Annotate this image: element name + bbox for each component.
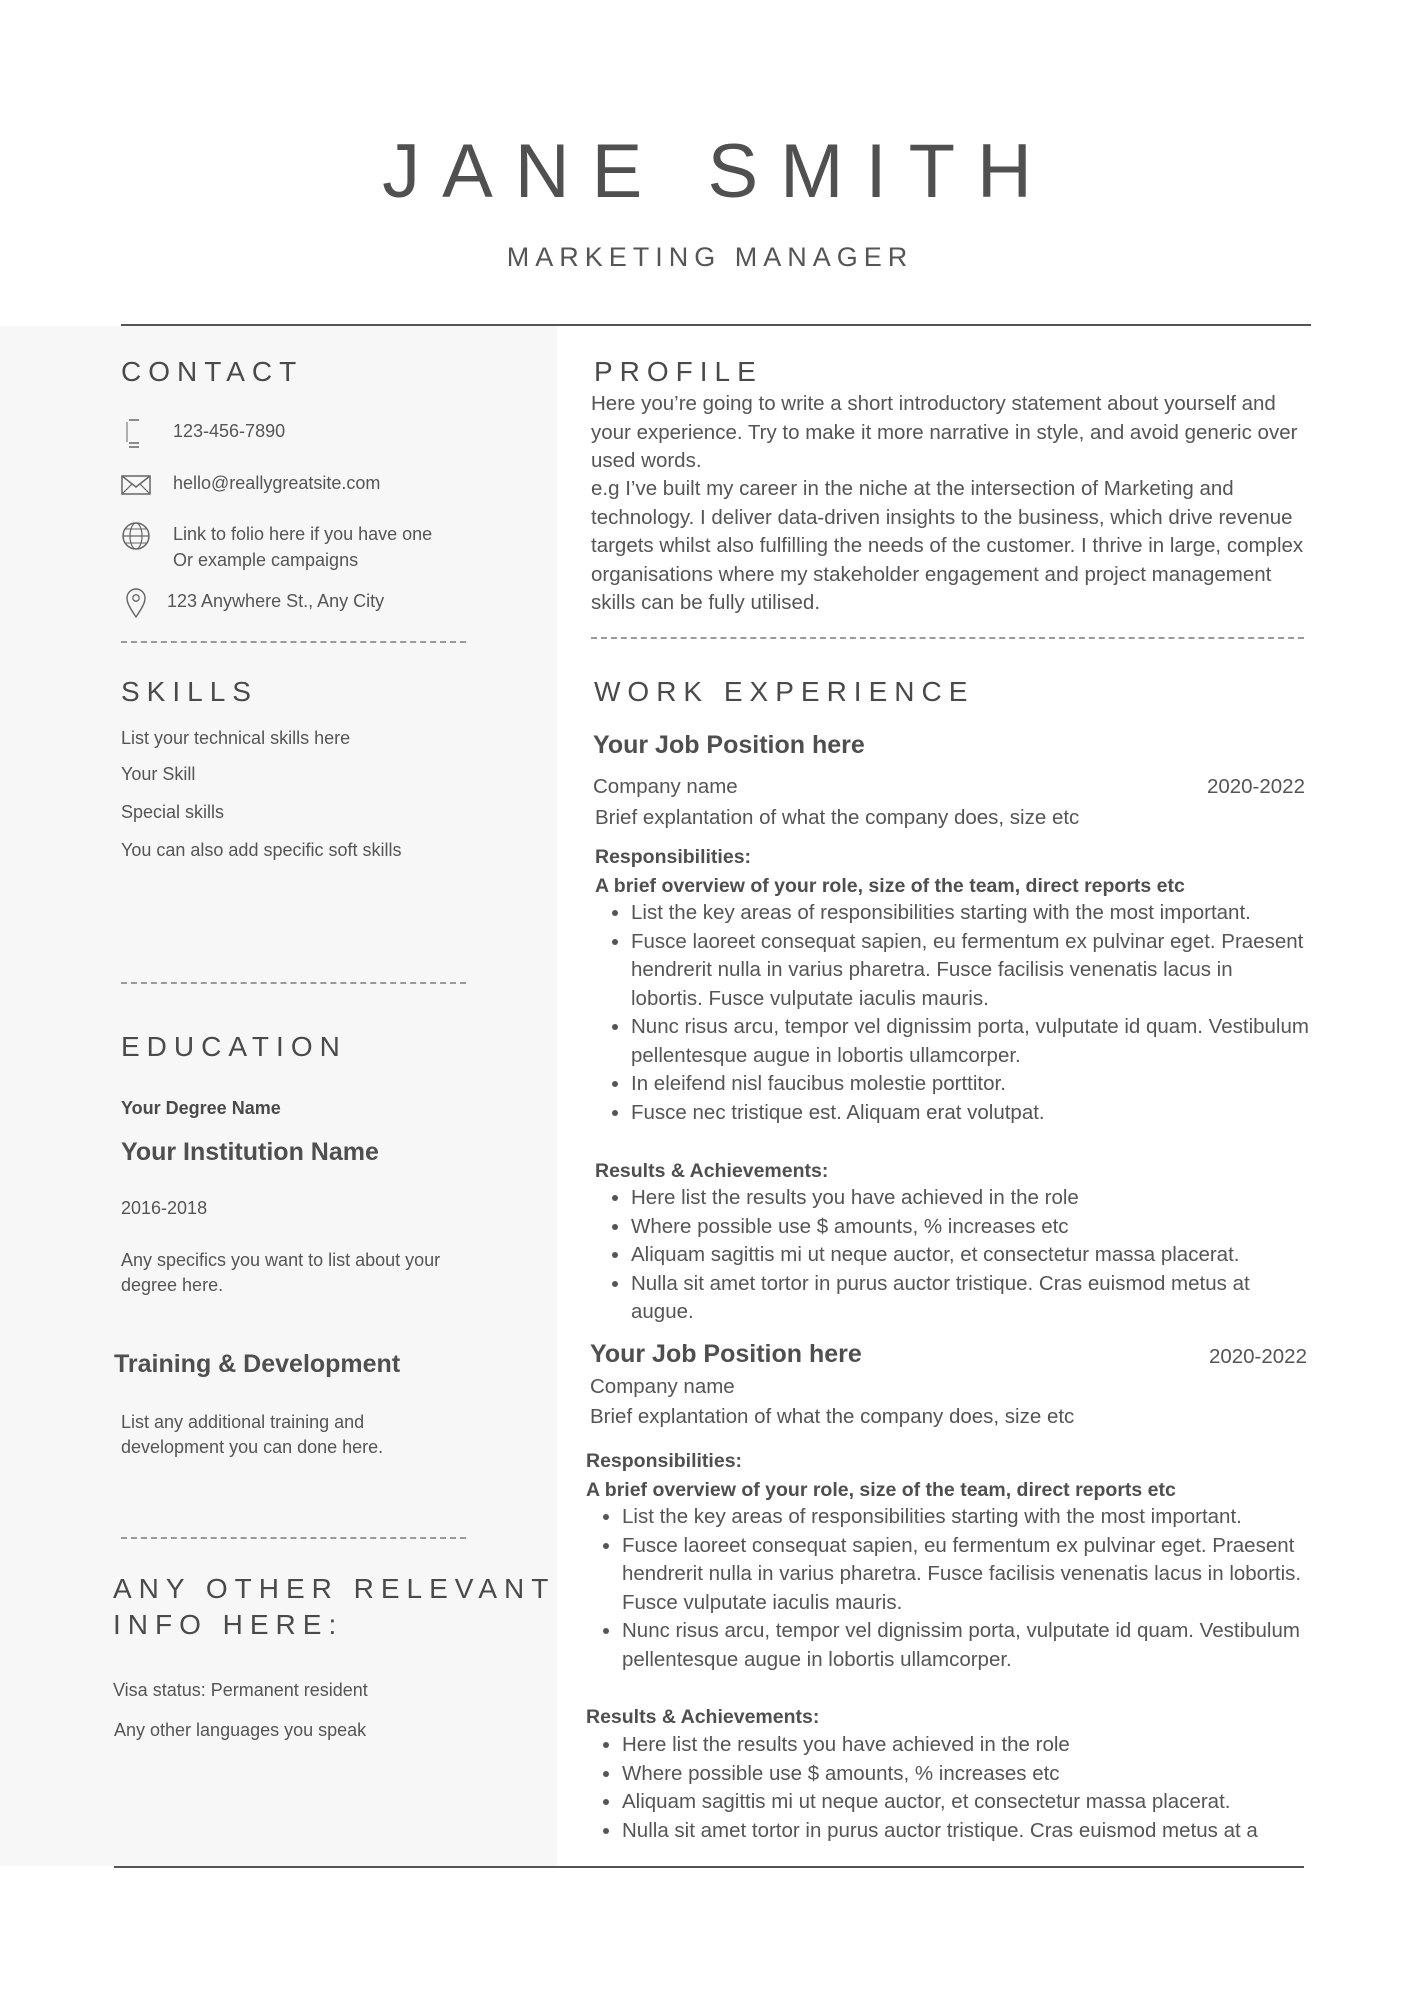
other-title-line-1: ANY OTHER RELEVANT xyxy=(113,1573,556,1604)
list-item: • Aliquam sagittis mi ut neque auctor, et consectetur massa placerat. xyxy=(622,1788,1316,1817)
candidate-role: MARKETING MANAGER xyxy=(506,242,914,272)
job-years: 2020-2022 xyxy=(1206,775,1305,798)
results-list xyxy=(595,1184,1310,1327)
list-item: • Nulla sit amet tortor in purus auctor tristique. Cras euismod metus at augue. xyxy=(631,1270,1310,1327)
list-item: • Nunc risus arcu, tempor vel dignissim porta, vulputate id quam. Vestibulum pellentesque augue in lobortis ullamcorper. xyxy=(631,1013,1310,1070)
list-item: • Fusce laoreet consequat sapien, eu fermentum ex pulvinar eget. Praesent hendrerit nulla in varius pharetra. Fusce facilisis venenatis lacus in lobortis. Fusce vulputate iaculis mauris. xyxy=(622,1532,1302,1618)
list-item: • Fusce nec tristique est. Aliquam erat volutpat. xyxy=(631,1099,1310,1128)
company-description: Brief explantation of what the company does, size etc xyxy=(590,1405,1075,1428)
contact-divider xyxy=(121,641,466,643)
email-address[interactable]: hello@reallygreatsite.com xyxy=(173,473,381,493)
contact-email xyxy=(121,470,380,500)
responsibilities-label: Responsibilities: xyxy=(595,846,752,868)
work-title: WORK EXPERIENCE xyxy=(594,676,975,707)
education-details: Any specifics you want to list about your degree here. xyxy=(121,1250,441,1295)
mail-icon xyxy=(121,470,151,500)
phone-icon xyxy=(121,418,151,448)
results-label: Results & Achievements: xyxy=(595,1160,829,1182)
profile-title: PROFILE xyxy=(594,356,763,387)
languages: Any other languages you speak xyxy=(114,1720,367,1740)
company-name: Company name xyxy=(593,775,738,798)
responsibility-list xyxy=(595,899,1310,1127)
education-title: EDUCATION xyxy=(121,1031,347,1062)
skill-item: List your technical skills here xyxy=(121,728,351,748)
results-label: Results & Achievements: xyxy=(586,1706,820,1728)
training-details: List any additional training and development you can done here. xyxy=(121,1412,384,1457)
company-name: Company name xyxy=(590,1375,735,1398)
bottom-divider xyxy=(114,1866,1304,1868)
training-title: Training & Development xyxy=(114,1350,401,1378)
profile-text-2: e.g I’ve built my career in the niche at the intersection of Marketing and technology. I deliver data-driven insights to the business, which drive revenue targets whilst also fulfilling the needs of the customer. I thrive in large, complex organisations where my stakeholder engagement and project management skills can be fully utilised. xyxy=(591,477,1304,614)
contact-address xyxy=(121,588,384,618)
list-item: • Nulla sit amet tortor in purus auctor tristique. Cras euismod metus at a xyxy=(622,1817,1316,1846)
contact-website xyxy=(121,521,432,573)
other-title-line-2: INFO HERE: xyxy=(113,1609,344,1640)
list-item: • Where possible use $ amounts, % increases etc xyxy=(631,1213,1310,1242)
skill-item: You can also add specific soft skills xyxy=(121,840,402,860)
phone-number[interactable]: 123-456-7890 xyxy=(173,421,286,441)
visa-status: Visa status: Permanent resident xyxy=(113,1680,368,1700)
resume-header xyxy=(0,0,1414,325)
job-years: 2020-2022 xyxy=(1208,1345,1307,1368)
contact-phone xyxy=(121,418,285,448)
website-line-1[interactable]: Link to folio here if you have one xyxy=(173,524,433,544)
website-line-2: Or example campaigns xyxy=(173,550,359,570)
globe-icon xyxy=(121,521,151,551)
candidate-name: JANE SMITH xyxy=(382,129,1054,214)
job-position: Your Job Position here xyxy=(593,731,865,759)
responsibility-list xyxy=(586,1503,1302,1674)
location-pin-icon xyxy=(121,588,151,618)
training-divider xyxy=(121,1537,466,1539)
contact-title: CONTACT xyxy=(121,356,304,387)
institution-name: Your Institution Name xyxy=(121,1138,379,1166)
list-item: • Fusce laoreet consequat sapien, eu fermentum ex pulvinar eget. Praesent hendrerit nulla in varius pharetra. Fusce facilisis venenatis lacus in lobortis. Fusce vulputate iaculis mauris. xyxy=(631,928,1310,1014)
list-item: • In eleifend nisl faucibus molestie porttitor. xyxy=(631,1070,1310,1099)
role-overview: A brief overview of your role, size of the team, direct reports etc xyxy=(595,875,1185,897)
list-item: • Aliquam sagittis mi ut neque auctor, et consectetur massa placerat. xyxy=(631,1241,1310,1270)
list-item: • List the key areas of responsibilities starting with the most important. xyxy=(631,899,1310,928)
education-years: 2016-2018 xyxy=(121,1198,208,1218)
list-item: • Where possible use $ amounts, % increases etc xyxy=(622,1760,1316,1789)
skill-item: Your Skill xyxy=(121,764,196,784)
list-item: • Here list the results you have achieved in the role xyxy=(631,1184,1310,1213)
list-item: • List the key areas of responsibilities starting with the most important. xyxy=(622,1503,1302,1532)
degree-name: Your Degree Name xyxy=(121,1098,281,1118)
responsibilities-label: Responsibilities: xyxy=(586,1450,743,1472)
company-description: Brief explantation of what the company does, size etc xyxy=(595,806,1080,829)
skill-item: Special skills xyxy=(121,802,225,822)
address: 123 Anywhere St., Any City xyxy=(167,591,385,611)
job-position: Your Job Position here xyxy=(590,1340,862,1368)
results-list xyxy=(586,1731,1316,1845)
profile-text-1: Here you’re going to write a short introductory statement about yourself and your experience. Try to make it more narrative in style, and avoid generic over used words. xyxy=(591,392,1298,472)
list-item: • Nunc risus arcu, tempor vel dignissim porta, vulputate id quam. Vestibulum pellentesque augue in lobortis ullamcorper. xyxy=(622,1617,1302,1674)
skills-title: SKILLS xyxy=(121,676,258,707)
role-overview: A brief overview of your role, size of the team, direct reports etc xyxy=(586,1479,1176,1501)
list-item: • Here list the results you have achieved in the role xyxy=(622,1731,1316,1760)
profile-divider xyxy=(591,637,1304,639)
skills-divider xyxy=(121,982,466,984)
